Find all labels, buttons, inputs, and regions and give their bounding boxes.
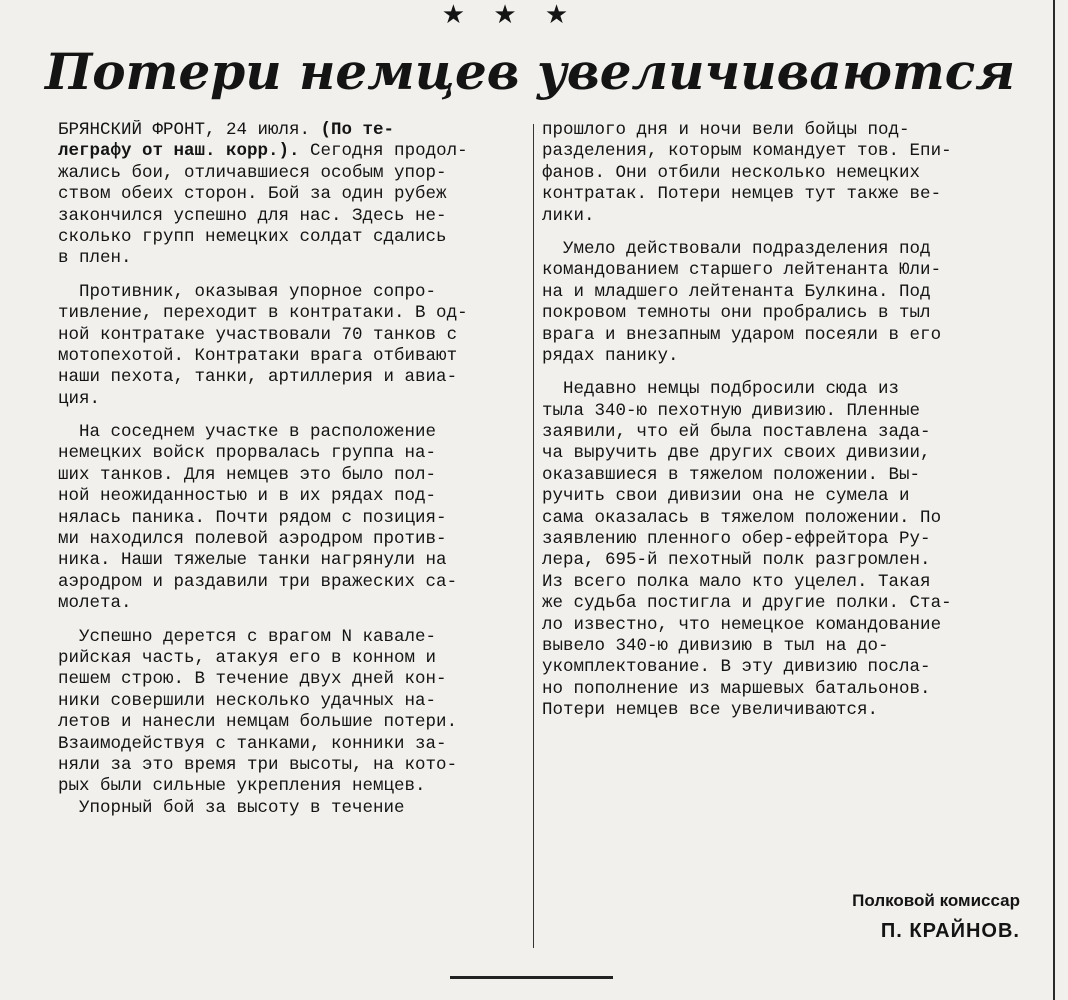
author-name: П. КРАЙНОВ. [880,920,1020,942]
line-text: командованием старшего лейтенанта Юли- [542,260,942,281]
text-line [542,282,1047,303]
line-text: на и младшего лейтенанта Булкина. Под [542,281,931,302]
page-edge-rule [1053,0,1055,1000]
text-line [542,120,1047,141]
text-line [542,260,1047,281]
line-text: лики. [542,205,595,226]
line-text: в плен. [58,248,132,269]
text-line [542,443,1047,464]
line-text: прошлого дня и ночи вели бойцы под- [542,120,910,140]
line-text-after: Сегодня продол- [299,141,468,162]
text-line [542,206,1047,227]
article-headline: Потери немцев увеличиваются [44,42,1016,101]
text-line [58,422,528,443]
text-line [58,755,528,776]
text-line [542,239,1047,260]
text-line [58,184,528,205]
text-line [58,572,528,593]
line-text: ча выручить две других своих дивизии, [542,443,931,464]
text-line [542,700,1047,721]
paragraph-gap [542,367,1047,379]
line-text: врага и внезапным ударом посеяли в его [542,324,942,345]
text-line [542,657,1047,678]
paragraph-gap [58,270,528,282]
text-line [58,141,528,162]
text-line [58,593,528,614]
text-line [58,248,528,269]
line-text: ручить свои дивизии она не сумела и [542,486,910,507]
line-text: заявили, что ей была поставлена зада- [542,422,931,443]
line-text: ция. [58,388,101,409]
text-line [58,443,528,464]
line-text: контратак. Потери немцев тут также ве- [542,184,942,205]
paragraph-gap [542,227,1047,239]
text-line [542,679,1047,700]
text-line [58,325,528,346]
line-text: укомплектование. В эту дивизию посла- [542,657,931,678]
section-stars: ★ ★ ★ [441,0,579,30]
text-line [58,529,528,550]
text-line [542,465,1047,486]
line-text: ми находился полевой аэродром против- [58,529,447,550]
line-text: молета. [58,593,132,614]
column-divider [533,124,534,948]
line-text: аэродром и раздавили три вражеских са- [58,571,458,592]
text-line [542,141,1047,162]
line-text: Умело действовали подразделения под [542,238,931,259]
line-text: заявлению пленного обер-ефрейтора Ру- [542,529,931,550]
text-line [58,465,528,486]
text-line [542,325,1047,346]
text-line [542,572,1047,593]
author-title: Полковой комиссар [852,891,1020,910]
line-text: сама оказалась в тяжелом положении. По [542,507,942,528]
text-line [58,389,528,410]
text-line [58,282,528,303]
text-line [542,422,1047,443]
line-bold-text: (По те- [320,120,395,140]
line-text: тивление, переходит в контратаки. В од- [58,303,468,324]
line-text: рийская часть, атакуя его в конном и [58,647,437,668]
text-line [542,184,1047,205]
bottom-divider [450,976,613,979]
line-text: мотопехотой. Контратаки врага отбивают [58,345,458,366]
line-text: Недавно немцы подбросили сюда из [542,379,900,400]
text-line [58,712,528,733]
line-text: ники совершили несколько удачных на- [58,690,437,711]
text-line [542,486,1047,507]
text-line [542,346,1047,367]
author-signature [852,888,1020,948]
line-text: ло известно, что немецкое командование [542,614,942,635]
line-text: рых были сильные укрепления немцев. [58,776,426,797]
text-line [58,669,528,690]
text-line [58,206,528,227]
line-text: Из всего полка мало кто уцелел. Такая [542,571,931,592]
line-text: но пополнение из маршевых батальонов. [542,678,931,699]
text-line [58,734,528,755]
text-line [58,120,528,141]
paragraph-gap [58,410,528,422]
line-text: лера, 695-й пехотный полк разгромлен. [542,550,931,571]
line-text: Потери немцев все увеличиваются. [542,700,879,721]
line-text: оказавшиеся в тяжелом положении. Вы- [542,464,921,485]
text-line [542,163,1047,184]
text-line [542,401,1047,422]
line-text: Взаимодействуя с танками, конники за- [58,733,447,754]
line-text: ших танков. Для немцев это было пол- [58,464,437,485]
text-line [542,379,1047,400]
line-text: Успешно дерется с врагом N кавале- [58,626,437,647]
text-line [58,627,528,648]
line-text: закончился успешно для нас. Здесь не- [58,205,447,226]
text-line [58,367,528,388]
line-text: вывело 340-ю дивизию в тыл на до- [542,635,889,656]
text-line [58,303,528,324]
line-bold-text: леграфу от наш. корр.). [58,141,300,162]
article-column-left [58,120,528,960]
text-line [542,529,1047,550]
line-text: же судьба постигла и другие полки. Ста- [542,593,952,614]
line-text: фанов. Они отбили несколько немецких [542,162,921,183]
line-text: няли за это время три высоты, на кото- [58,754,458,775]
text-line [542,615,1047,636]
line-text: ной контратаке участвовали 70 танков с [58,324,458,345]
line-text: немецких войск прорвалась группа на- [58,443,437,464]
line-text: Противник, оказывая упорное сопро- [58,281,437,302]
line-text: пешем строю. В течение двух дней кон- [58,669,447,690]
line-text: сколько групп немецких солдат сдались [58,226,447,247]
paragraph-gap [58,615,528,627]
text-line [58,550,528,571]
line-text: ством обеих сторон. Бой за один рубеж [58,184,447,205]
line-text: покровом темноты они пробрались в тыл [542,303,931,324]
line-text: Упорный бой за высоту в течение [58,797,405,818]
text-line [58,346,528,367]
text-line [58,648,528,669]
text-line [542,593,1047,614]
text-line [58,776,528,797]
text-line [542,636,1047,657]
line-text: ной неожиданностью и в их рядах под- [58,486,437,507]
text-line [58,486,528,507]
line-text: летов и нанесли немцам большие потери. [58,712,458,733]
text-line [58,227,528,248]
line-text: ника. Наши тяжелые танки нагрянули на [58,550,447,571]
line-text: разделения, которым командует тов. Епи- [542,141,952,162]
text-line [542,508,1047,529]
text-line [542,303,1047,324]
line-text: БРЯНСКИЙ ФРОНТ, 24 июля. [58,120,321,140]
line-text: На соседнем участке в расположение [58,422,437,443]
line-text: рядах панику. [542,345,679,366]
line-text: тыла 340-ю пехотную дивизию. Пленные [542,400,921,421]
line-text: нялась паника. Почти рядом с позиция- [58,507,447,528]
text-line [58,691,528,712]
text-line [58,798,528,819]
line-text: наши пехота, танки, артиллерия и авиа- [58,367,458,388]
text-line [58,163,528,184]
text-line [58,508,528,529]
article-column-right [542,120,1047,880]
line-text: жались бои, отличавшиеся особым упор- [58,162,447,183]
text-line [542,550,1047,571]
